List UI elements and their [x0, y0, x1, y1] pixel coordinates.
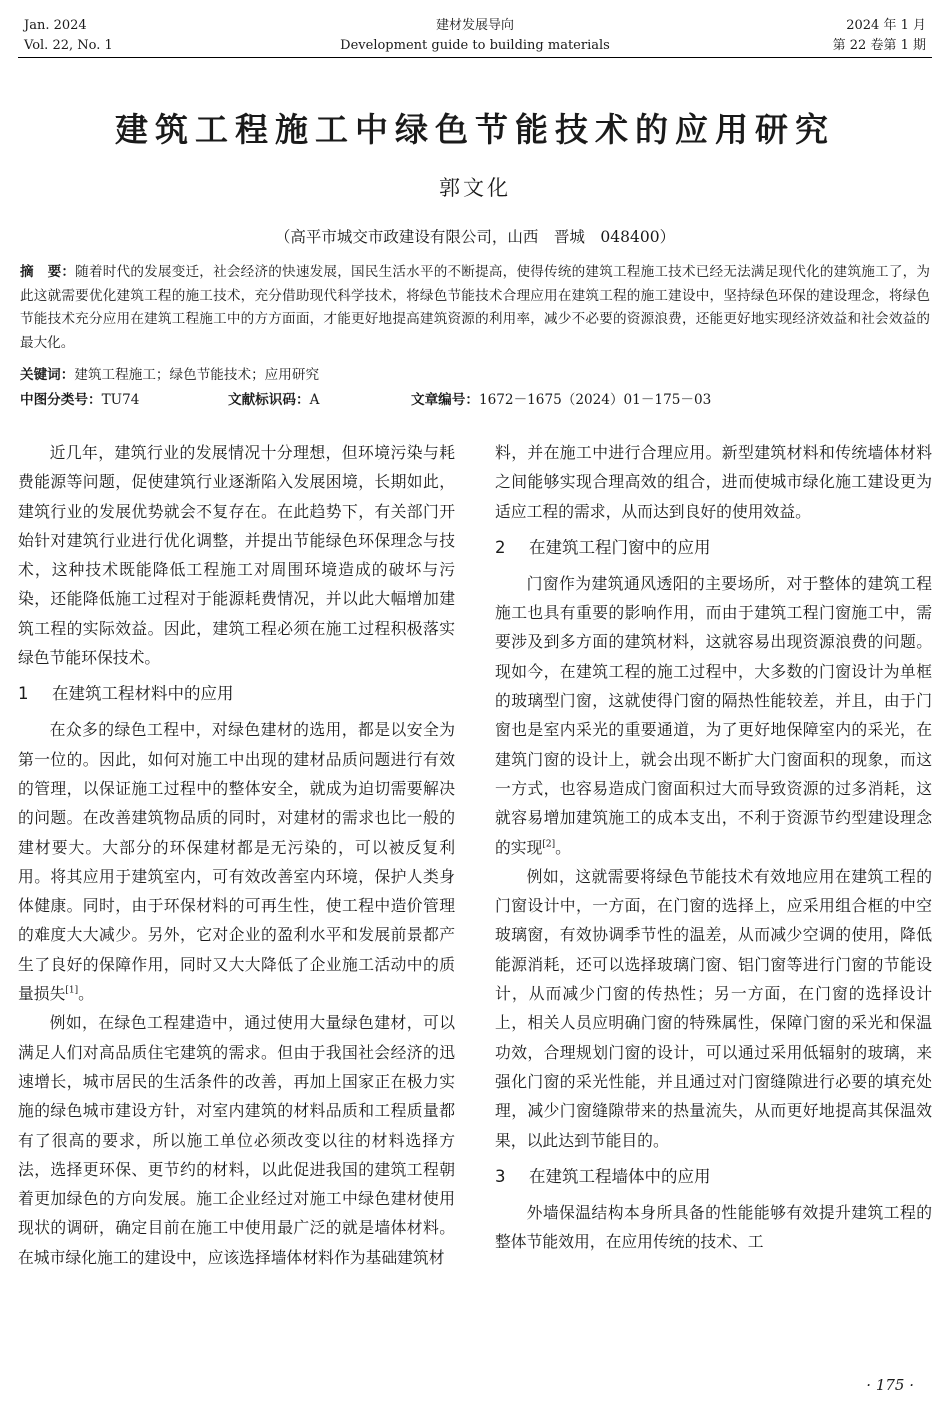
doc-code-value: A — [309, 392, 320, 408]
keywords — [20, 364, 930, 386]
section-1-paragraph-2: 例如，在绿色工程建造中，通过使用大量绿色建材，可以满足人们对高品质住宅建筑的需求。但由于我国社会经济的迅速增长，城市居民的生活条件的改善，再加上国家正在极力实施的绿色城市建设方针，对室内建筑的材料品质和工程质量都有了很高的要求，所以施工单位必须改变以往的材料选择方法，选择更环保、更节约的材料，以此促进我国的建筑工程朝着更加绿色的方向发展。施工企业经过对施工中绿色建材使用现状的调研，确定目前在施工中使用最广泛的就是墙体材料。在城市绿化施工的建设中，应该选择墙体材料作为基础建筑材 — [18, 1013, 455, 1267]
header-divider — [18, 57, 932, 58]
author-affiliation: （高平市城交市政建设有限公司，山西 晋城 048400） — [274, 228, 676, 246]
section-1-number: 1 — [18, 684, 29, 704]
journal-name-en: Development guide to building materials — [340, 38, 610, 53]
article-number — [411, 389, 711, 411]
section-3-title: 在建筑工程墙体中的应用 — [529, 1166, 711, 1186]
header-center — [0, 16, 950, 56]
journal-name-cn: 建材发展导向 — [435, 18, 514, 33]
paper-title: 建筑工程施工中绿色节能技术的应用研究 — [115, 110, 835, 149]
right-column — [495, 438, 932, 1256]
section-1-title: 在建筑工程材料中的应用 — [52, 684, 234, 704]
article-number-value: 1672－1675（2024）01－175－03 — [478, 392, 712, 408]
citation-2: [2] — [542, 839, 556, 850]
article-number-label: 文章编号： — [411, 392, 479, 408]
s2-p1-text: 门窗作为建筑通风透阳的主要场所，对于整体的建筑工程施工也具有重要的影响作用，而由于建筑工程门窗施工中，需要涉及到多方面的建筑材料，这就容易出现资源浪费的问题。现如今，在建筑工程的施工过程中，大多数的门窗设计为单框的玻璃型门窗，这就使得门窗的隔热性能较差，并且，由于门窗也是室内采光的重要通道，为了更好地保障室内的采光，在建筑门窗的设计上，就会出现不断扩大门窗面积的现象，而这一方式，也容易造成门窗面积过大而导致资源的过多消耗，这就容易增加建筑施工的成本支出，不利于资源节约型建设理念的实现 — [495, 573, 932, 857]
classification-line — [20, 389, 930, 411]
header-volume-en: Vol. 22, No. 1 — [24, 38, 113, 53]
clc-number — [20, 389, 139, 411]
section-2-heading — [495, 535, 932, 561]
s1-p1-end: 。 — [78, 984, 94, 1004]
section-1-paragraph-1 — [18, 715, 455, 1008]
section-1-heading — [18, 681, 455, 707]
section-3-number: 3 — [495, 1166, 506, 1186]
clc-value: TU74 — [101, 392, 140, 408]
section-1-paragraph-2-continued: 料，并在施工中进行合理应用。新型建筑材料和传统墙体材料之间能够实现合理高效的组合，进而使城市绿化施工建设更为适应工程的需求，从而达到良好的使用效益。 — [495, 443, 932, 521]
doc-code-label: 文献标识码： — [228, 392, 310, 408]
abstract-label: 摘 要： — [20, 264, 76, 280]
header-date-cn: 2024 年 1 月 — [846, 18, 926, 33]
citation-1: [1] — [65, 985, 79, 996]
header-volume-cn: 第 22 卷第 1 期 — [832, 38, 926, 53]
abstract-text: 随着时代的发展变迁，社会经济的快速发展，国民生活水平的不断提高，使得传统的建筑工程施工技术已经无法满足现代化的建筑施工了，为此这就需要优化建筑工程的施工技术，充分借助现代科学技术，将绿色节能技术合理应用在建筑工程的施工建设中，坚持绿色环保的建设理念，将绿色节能技术充分应用在建筑工程施工中的方方面面，才能更好地提高建筑资源的利用率，减少不必要的资源浪费，还能更好地实现经济效益和社会效益的最大化。 — [20, 264, 931, 351]
page-number: · 175 · — [866, 1376, 914, 1394]
left-column — [18, 438, 455, 1272]
header-date-en: Jan. 2024 — [24, 18, 87, 33]
s1-p1-text: 在众多的绿色工程中，对绿色建材的选用，都是以安全为第一位的。因此，如何对施工中出现的建材品质问题进行有效的管理，以保证施工过程中的整体安全，就成为迫切需要解决的问题。在改善建筑物品质的同时，对建材的需求也比一般的建材要大。大部分的环保建材都是无污染的，可以被反复利用。将其应用于建筑室内，可有效改善室内环境，保护人类身体健康。同时，由于环保材料的可再生性，使工程中造价管理的难度大大减少。另外，它对企业的盈利水平和发展前景都产生了良好的保障作用，同时又大大降低了企业施工活动中的质量损失 — [18, 720, 455, 1004]
clc-label: 中图分类号： — [20, 392, 102, 408]
author-name: 郭文化 — [439, 176, 511, 200]
document-code — [228, 389, 319, 411]
section-2-title: 在建筑工程门窗中的应用 — [529, 537, 711, 557]
header-right — [833, 16, 926, 56]
abstract — [20, 261, 930, 355]
intro-paragraph: 近几年，建筑行业的发展情况十分理想，但环境污染与耗费能源等问题，促使建筑行业逐渐陷入发展困境，长期如此，建筑行业的发展优势就会不复存在。在此趋势下，有关部门开始针对建筑行业进行优化调整，并提出节能绿色环保理念与技术，这种技术既能降低工程施工对周围环境造成的破坏与污染，还能降低施工过程对于能源耗费情况，并以此大幅增加建筑工程的实际效益。因此，建筑工程必须在施工过程积极落实绿色节能环保技术。 — [18, 443, 455, 668]
section-3-heading — [495, 1164, 932, 1190]
section-2-number: 2 — [495, 537, 506, 557]
section-2-paragraph-2: 例如，这就需要将绿色节能技术有效地应用在建筑工程的门窗设计中，一方面，在门窗的选择上，应采用组合框的中空玻璃窗，有效协调季节性的温差，从而减少空调的使用，降低能源消耗，还可以选择玻璃门窗、铝门窗等进行门窗的节能设计，从而减少门窗的传热性；另一方面，在门窗的选择设计上，相关人员应明确门窗的特殊属性，保障门窗的采光和保温功效，合理规划门窗的设计，可以通过采用低辐射的玻璃，来强化门窗的采光性能，并且通过对门窗缝隙进行必要的填充处理，减少门窗缝隙带来的热量流失，从而更好地提高其保温效果，以此达到节能目的。 — [495, 866, 932, 1150]
section-3-paragraph-1: 外墙保温结构本身所具备的性能能够有效提升建筑工程的整体节能效用，在应用传统的技术、工 — [495, 1202, 932, 1252]
section-2-paragraph-1 — [495, 569, 932, 862]
keywords-text: 建筑工程施工；绿色节能技术；应用研究 — [74, 367, 320, 383]
s2-p1-end: 。 — [555, 837, 571, 857]
keywords-label: 关键词： — [20, 367, 75, 383]
